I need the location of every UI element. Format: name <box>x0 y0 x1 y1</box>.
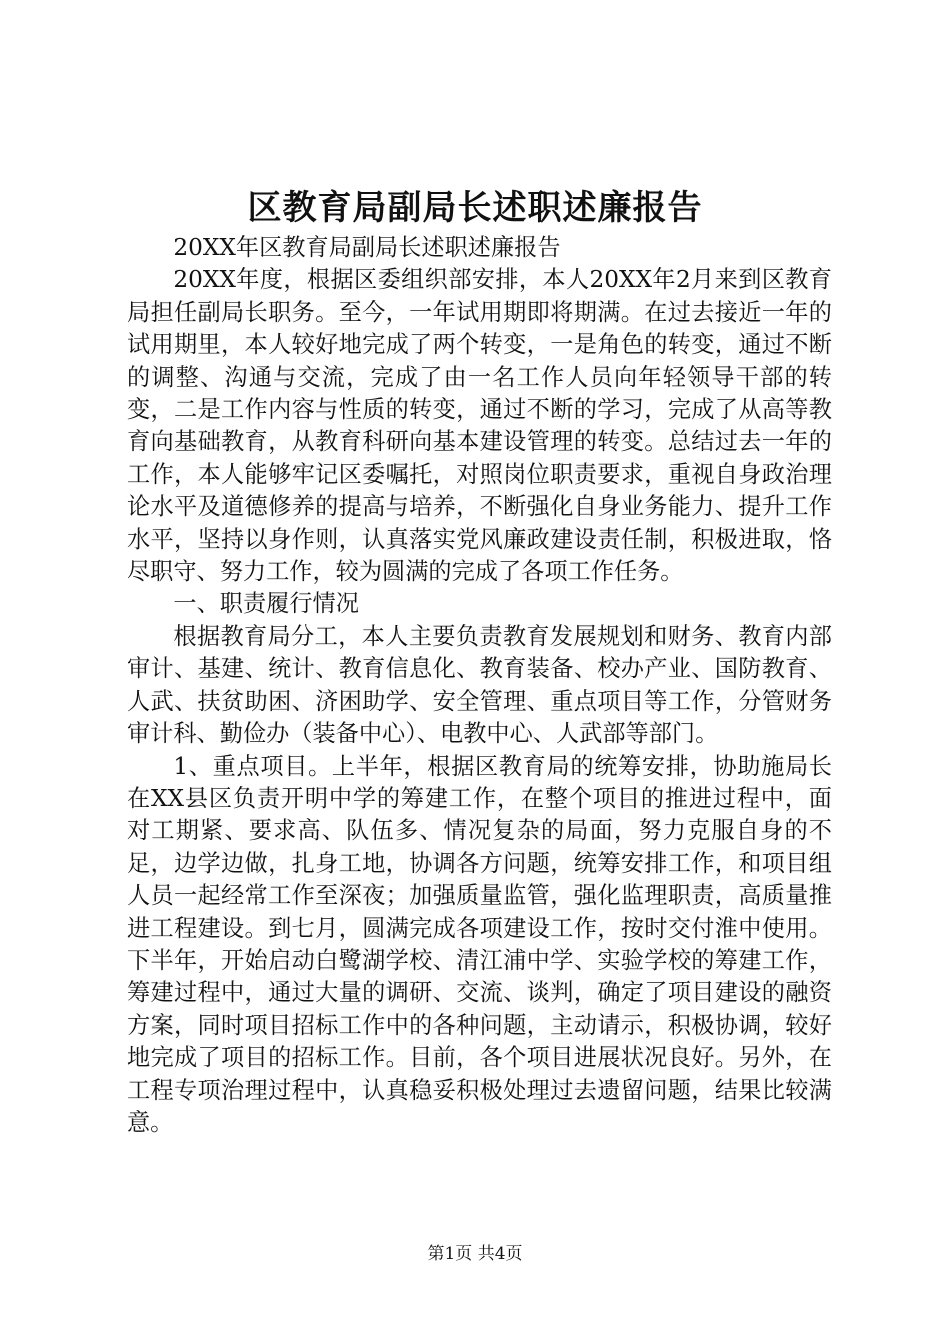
subtitle-paragraph: 20XX年区教育局副局长述职述廉报告 <box>173 234 561 261</box>
key-projects-paragraph: 1、重点项目。上半年，根据区教育局的统筹安排，协助施局长在XX县区负责开明中学的筹建工作，在整个项目的推进过程中，面对工期紧、要求高、队伍多、情况复杂的局面，努力克服自身的不足，边学边做，扎身工地，协调各方问题，统筹安排工作，和项目组人员一起经常工作至深夜；加强质量监管，强化监理职责，高质量推进工程建设。到七月，圆满完成各项建设工作，按时交付淮中使用。下半年，开始启动白鹭湖学校、清江浦中学、实验学校的筹建工作，筹建过程中，通过大量的调研、交流、谈判，确定了项目建设的融资方案，同时项目招标工作中的各种问题，主动请示，积极协调，较好地完成了项目的招标工作。目前，各个项目进展状况良好。另外，在工程专项治理过程中，认真稳妥积极处理过去遗留问题，结果比较满意。 <box>127 752 832 1136</box>
intro-paragraph: 20XX年度，根据区委组织部安排，本人20XX年2月来到区教育局担任副局长职务。至今，一年试用期即将期满。在过去接近一年的试用期里，本人较好地完成了两个转变，一是角色的转变，通过不断的调整、沟通与交流，完成了由一名工作人员向年轻领导干部的转变，二是工作内容与性质的转变，通过不断的学习，完成了从高等教育向基础教育，从教育科研向基本建设管理的转变。总结过去一年的工作，本人能够牢记区委嘱托，对照岗位职责要求，重视自身政治理论水平及道德修养的提高与培养，不断强化自身业务能力、提升工作水平，坚持以身作则，认真落实党风廉政建设责任制，积极进取，恪尽职守、努力工作，较为圆满的完成了各项工作任务。 <box>127 266 832 586</box>
document-title: 区教育局副局长述职述廉报告 <box>247 188 703 228</box>
section-heading: 一、职责履行情况 <box>173 590 359 618</box>
document-body <box>127 232 832 1139</box>
page-number-footer: 第1页 共4页 <box>427 1244 523 1264</box>
duties-paragraph: 根据教育局分工，本人主要负责教育发展规划和财务、教育内部审计、基建、统计、教育信息化、教育装备、校办产业、国防教育、人武、扶贫助困、济困助学、安全管理、重点项目等工作，分管财务审计科、勤俭办（装备中心）、电教中心、人武部等部门。 <box>127 622 832 748</box>
